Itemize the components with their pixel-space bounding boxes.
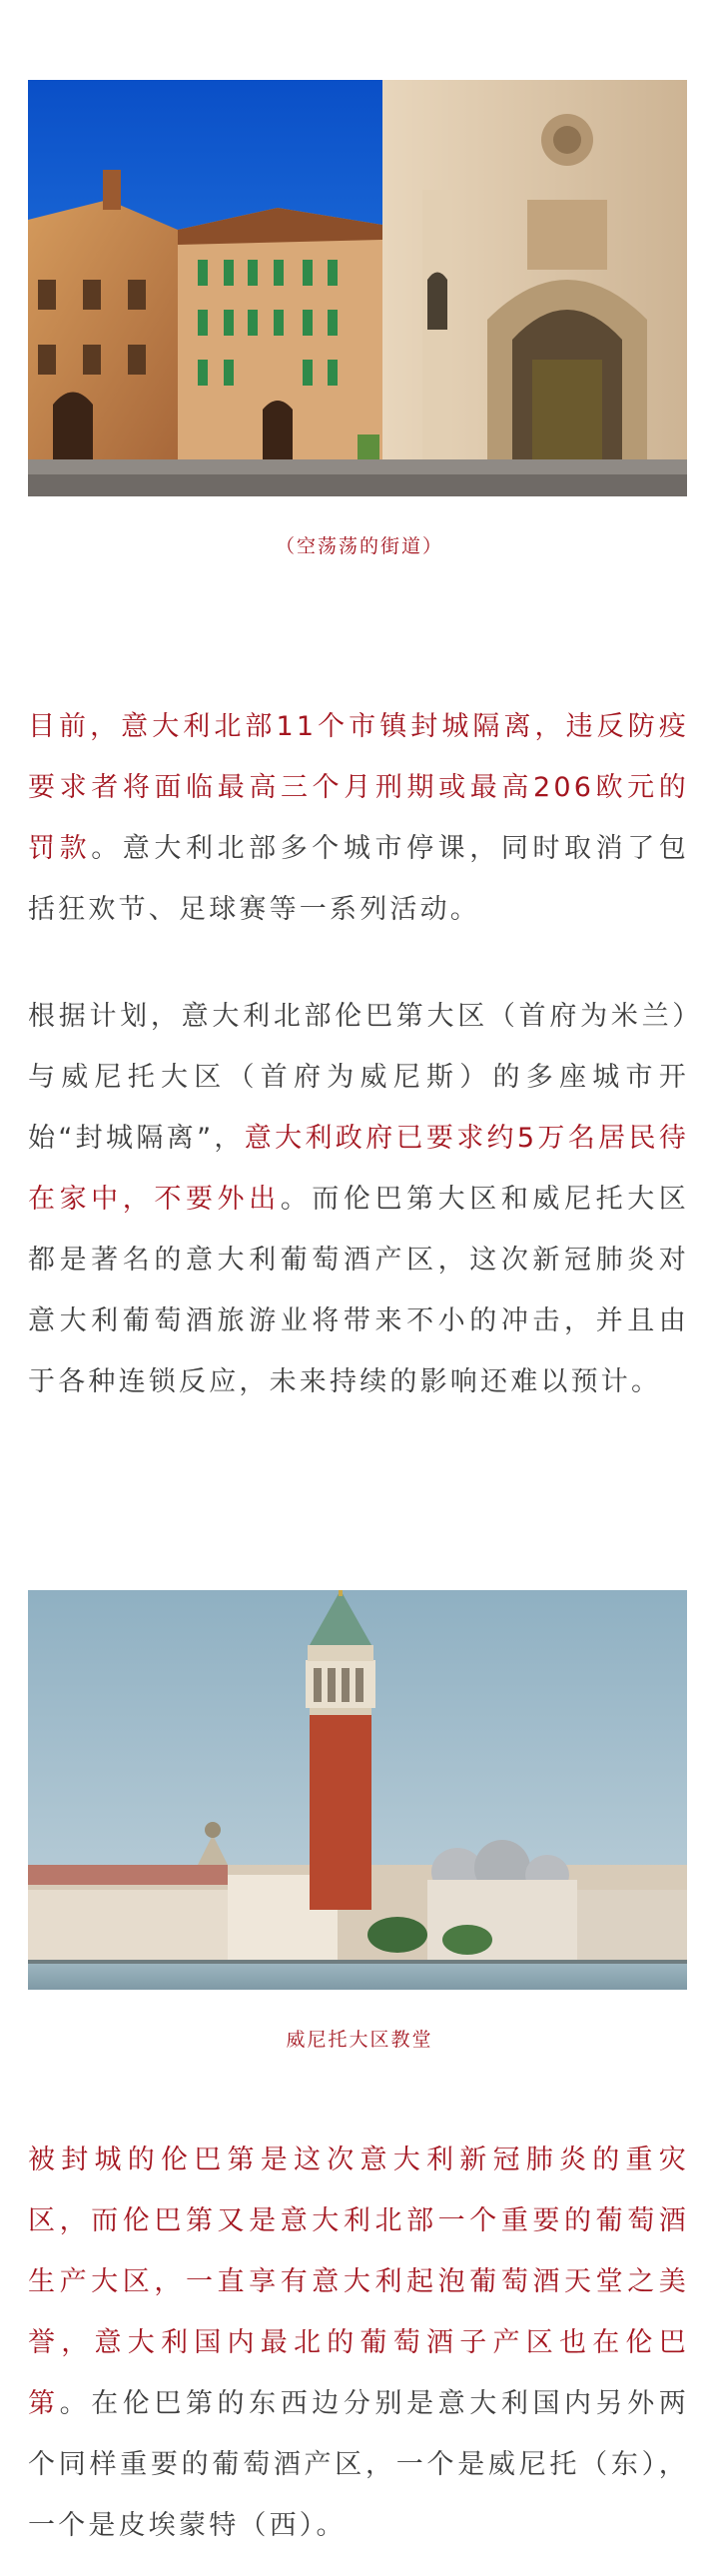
- paragraph-2-highlight: 意大利政府已要求约5万名居民待在家中，不要外出: [28, 1123, 690, 1215]
- verona-street-illustration: [28, 80, 687, 496]
- paragraph-2-text-after: 。而伦巴第大区和威尼托大区都是著名的意大利葡萄酒产区，这次新冠肺炎对意大利葡萄酒旅游业将带来不小的冲击，并且由于各种连锁反应，未来持续的影响还难以预计。: [28, 1184, 689, 1397]
- paragraph-3-highlight: 被封城的伦巴第是这次意大利新冠肺炎的重灾区，而伦巴第又是意大利北部一个重要的葡萄酒生产大区，一直享有意大利起泡葡萄酒天堂之美誉，意大利国内最北的葡萄酒子产区也在伦巴第: [28, 2145, 689, 2419]
- paragraph-1-text: 。意大利北部多个城市停课，同时取消了包括狂欢节、足球赛等一系列活动。: [28, 833, 689, 925]
- verona-street-photo: [28, 80, 687, 496]
- paragraph-3: [28, 2130, 689, 2556]
- paragraph-3-text: 。在伦巴第的东西边分别是意大利国内另外两个同样重要的葡萄酒产区，一个是威尼托（东），一个是皮埃蒙特（西）。: [28, 2388, 689, 2541]
- paragraph-1: [28, 696, 689, 940]
- paragraph-2: [28, 986, 689, 1412]
- page-scrollbar-track[interactable]: [711, 0, 719, 2576]
- paragraph-2-text-before: 根据计划，意大利北部伦巴第大区（首府为米兰）与威尼托大区（首府为威尼斯）的多座城市开始“封城隔离”，: [28, 1001, 689, 1154]
- venice-campanile-illustration: [28, 1590, 687, 1990]
- venice-campanile-photo: [28, 1590, 687, 1990]
- paragraph-1-highlight: 目前，意大利北部11个市镇封城隔离，违反防疫要求者将面临最高三个月刑期或最高206欧元的罚款: [28, 711, 689, 864]
- photo-caption-1: （空荡荡的街道）: [275, 535, 443, 557]
- photo-caption-2: 威尼托大区教堂: [286, 2029, 433, 2051]
